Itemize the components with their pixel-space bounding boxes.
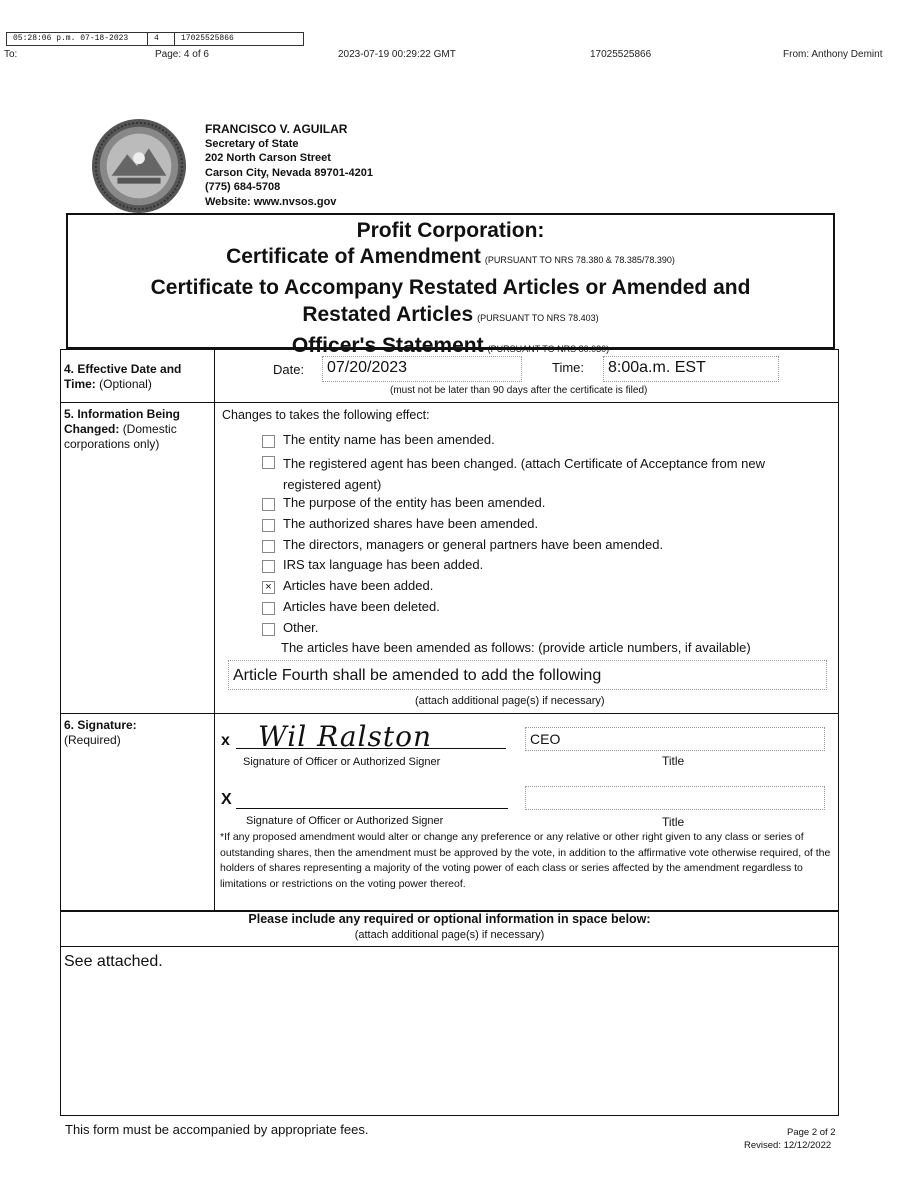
section-5-label-rest: (Domestic corporations only) bbox=[64, 422, 177, 451]
amended-articles-field[interactable]: Article Fourth shall be amended to add the following bbox=[228, 660, 827, 690]
checkbox[interactable] bbox=[262, 623, 275, 636]
title-line-4-text: Restated Articles bbox=[302, 303, 474, 326]
option-label: IRS tax language has been added. bbox=[283, 557, 484, 572]
column-divider bbox=[214, 349, 215, 910]
additional-info-content[interactable]: See attached. bbox=[64, 953, 163, 970]
title-line-2-text: Certificate of Amendment bbox=[226, 245, 481, 268]
divider bbox=[60, 946, 839, 947]
phone: (775) 684-5708 bbox=[205, 181, 281, 193]
fax-box-number: 17025525866 bbox=[181, 34, 234, 43]
fax-from: From: Anthony Demint bbox=[783, 49, 883, 60]
title-line-5-note: (PURSUANT TO NRS 80.030) bbox=[487, 344, 610, 354]
divider bbox=[60, 1115, 839, 1116]
checkbox[interactable]: × bbox=[262, 581, 275, 594]
option-label: Articles have been deleted. bbox=[283, 599, 440, 614]
divider bbox=[60, 713, 839, 714]
additional-info-subheading: (attach additional page(s) if necessary) bbox=[354, 929, 545, 941]
option-other bbox=[262, 620, 318, 636]
fax-box-page: 4 bbox=[148, 33, 175, 45]
title-caption-2: Title bbox=[662, 815, 685, 829]
effective-time-field[interactable]: 8:00a.m. EST bbox=[603, 356, 779, 382]
changes-intro: Changes to takes the following effect: bbox=[222, 408, 430, 422]
signer-caption-2: Signature of Officer or Authorized Signer bbox=[246, 815, 444, 827]
secretary-header bbox=[205, 122, 373, 209]
option-label: Articles have been added. bbox=[283, 578, 434, 593]
additional-info-heading: Please include any required or optional information in space below: bbox=[248, 912, 651, 926]
checkbox[interactable] bbox=[262, 560, 275, 573]
option-registered-agent bbox=[262, 453, 822, 495]
fax-to: To: bbox=[4, 49, 18, 60]
checkbox[interactable] bbox=[262, 456, 275, 469]
option-articles-added bbox=[262, 578, 433, 594]
signature-line-2[interactable] bbox=[236, 808, 508, 809]
option-purpose bbox=[262, 495, 545, 511]
section-5-label bbox=[64, 407, 212, 452]
attach-note: (attach additional page(s) if necessary) bbox=[415, 695, 605, 707]
title-line-2 bbox=[68, 243, 833, 274]
fax-number: 17025525866 bbox=[590, 49, 652, 60]
handwritten-signature: Wil Ralston bbox=[258, 720, 432, 753]
checkbox[interactable] bbox=[262, 498, 275, 511]
secretary-role: Secretary of State bbox=[205, 137, 299, 150]
fax-page: Page: 4 of 6 bbox=[155, 49, 209, 60]
section-6-label-bold: 6. Signature: bbox=[64, 718, 137, 732]
option-label: The purpose of the entity has been amended. bbox=[283, 495, 546, 510]
option-directors bbox=[262, 537, 663, 553]
checkbox[interactable] bbox=[262, 519, 275, 532]
title-line-4 bbox=[68, 301, 833, 332]
option-label: The authorized shares have been amended. bbox=[283, 516, 539, 531]
checkbox[interactable] bbox=[262, 435, 275, 448]
title-field-1[interactable]: CEO bbox=[525, 727, 825, 751]
date-note: (must not be later than 90 days after the certificate is filed) bbox=[390, 385, 648, 396]
section-4-label bbox=[64, 362, 212, 392]
title-line-1: Profit Corporation: bbox=[356, 219, 545, 242]
section-6-label-rest: (Required) bbox=[64, 733, 121, 747]
divider bbox=[60, 402, 839, 403]
checkbox[interactable] bbox=[262, 540, 275, 553]
option-label: The directors, managers or general partners have been amended. bbox=[283, 537, 664, 552]
signature-x-1: x bbox=[221, 732, 230, 749]
option-authorized-shares bbox=[262, 516, 538, 532]
amended-note: The articles have been amended as follows: (provide article numbers, if available) bbox=[281, 640, 751, 655]
time-label: Time: bbox=[552, 360, 585, 375]
form-title-box bbox=[66, 213, 835, 357]
divider bbox=[60, 349, 839, 350]
page-number: Page 2 of 2 bbox=[787, 1127, 836, 1138]
fees-note: This form must be accompanied by appropriate fees. bbox=[65, 1122, 369, 1137]
title-line-2-note: (PURSUANT TO NRS 78.380 & 78.385/78.390) bbox=[484, 255, 675, 265]
section-5-label-bold: 5. Information Being Changed: bbox=[64, 407, 181, 436]
title-line-4-note: (PURSUANT TO NRS 78.403) bbox=[477, 313, 599, 323]
website: Website: www.nvsos.gov bbox=[205, 195, 337, 208]
date-label: Date: bbox=[273, 362, 305, 377]
option-articles-deleted bbox=[262, 599, 440, 615]
checkbox[interactable] bbox=[262, 602, 275, 615]
secretary-name: FRANCISCO V. AGUILAR bbox=[205, 122, 348, 136]
title-line-3: Certificate to Accompany Restated Articles or Amended and bbox=[150, 276, 751, 299]
signer-caption-1: Signature of Officer or Authorized Signer bbox=[243, 756, 441, 768]
section-6-label bbox=[64, 718, 212, 748]
revised-date: Revised: 12/12/2022 bbox=[744, 1140, 832, 1151]
option-label: Other. bbox=[283, 620, 319, 635]
option-label: The registered agent has been changed. (attach Certificate of Acceptance from new registered agent) bbox=[283, 456, 766, 492]
fax-header-box bbox=[6, 32, 304, 46]
option-entity-name bbox=[262, 432, 495, 448]
fax-box-time: 05:28:06 p.m. 07-18-2023 bbox=[7, 33, 148, 45]
nevada-seal-logo bbox=[90, 117, 188, 215]
option-label: The entity name has been amended. bbox=[283, 432, 495, 447]
address-line-1: 202 North Carson Street bbox=[205, 152, 331, 164]
effective-date-field[interactable]: 07/20/2023 bbox=[322, 356, 522, 382]
title-caption-1: Title bbox=[662, 754, 685, 768]
section-4-label-rest: (Optional) bbox=[99, 377, 152, 391]
title-line-5-text: Officer's Statement bbox=[291, 334, 484, 357]
option-irs-language bbox=[262, 557, 483, 573]
section-4-label-bold: 4. Effective Date and Time: bbox=[64, 362, 182, 391]
title-field-2[interactable] bbox=[525, 786, 825, 810]
signature-x-2: X bbox=[221, 791, 232, 808]
amendment-fine-print: *If any proposed amendment would alter or change any preference or any relative or other right given to any class or series of outstanding shares, then the amendment must be approved by the vote, in addition to the affirmative vote otherwise required, of the holders of shares representing a majority of the voting power of each class or series affected by the amendment regardless to limitations or restrictions on the voting power thereof. bbox=[220, 831, 831, 890]
address-line-2: Carson City, Nevada 89701-4201 bbox=[205, 166, 373, 179]
fax-datetime: 2023-07-19 00:29:22 GMT bbox=[338, 49, 456, 60]
